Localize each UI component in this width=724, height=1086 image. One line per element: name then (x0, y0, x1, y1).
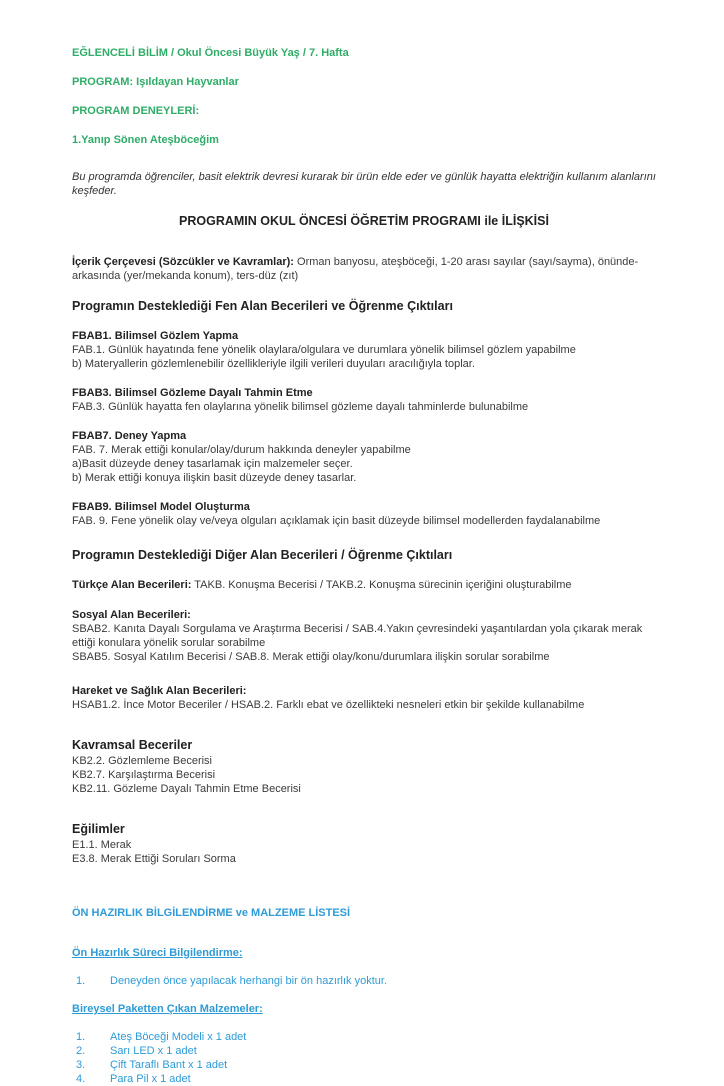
program-week-heading: EĞLENCELİ BİLİM / Okul Öncesi Büyük Yaş / 7. Hafta (72, 47, 349, 59)
hareket-line1: HSAB1.2. İnce Motor Beceriler / HSAB.2. Farklı ebat ve özellikteki nesneleri etkin bir şekilde kullanabilme (72, 699, 585, 711)
turkce-label: Türkçe Alan Becerileri: (72, 579, 192, 591)
malzeme-item-3-text: Çift Taraflı Bant x 1 adet (110, 1059, 228, 1071)
content-frame-paragraph (72, 255, 656, 283)
malzeme-item-2-number: 2. (76, 1045, 86, 1057)
kavramsal-block (72, 738, 656, 796)
hareket-block (72, 684, 656, 712)
kavramsal-item-3: KB2.11. Gözleme Dayalı Tahmin Etme Becerisi (72, 783, 301, 795)
content-frame-text: Orman banyosu, ateşböceği, 1-20 arası sayılar (sayı/sayma), önünde-arkasında (yer/mekanda konum), ters-düz (zıt) (72, 256, 639, 282)
fen-section-fbab3 (72, 386, 656, 414)
sosyal-line2: SBAB5. Sosyal Katılım Becerisi / SAB.8. Merak ettiği olay/konu/durumlara ilişkin sorular sorabilme (72, 651, 550, 663)
malzeme-item-4 (72, 1072, 656, 1086)
surec-heading: Ön Hazırlık Süreci Bilgilendirme: (72, 947, 243, 959)
fbab9-title: FBAB9. Bilimsel Model Oluşturma (72, 501, 250, 513)
surec-item-1-number: 1. (76, 975, 86, 987)
fbab3-line1: FAB.3. Günlük hayatta fen olaylarına yönelik bilimsel gözleme dayalı tahminlerde bulunabilme (72, 401, 529, 413)
malzeme-item-1-number: 1. (76, 1031, 86, 1043)
content-frame-label: İçerik Çerçevesi (Sözcükler ve Kavramlar): (72, 256, 294, 268)
turkce-text: TAKB. Konuşma Becerisi / TAKB.2. Konuşma sürecinin içeriğini oluşturabilme (191, 579, 572, 591)
egilimler-item-2: E3.8. Merak Ettiği Soruları Sorma (72, 853, 236, 865)
malzeme-item-2-text: Sarı LED x 1 adet (110, 1045, 197, 1057)
sosyal-label: Sosyal Alan Becerileri: (72, 609, 191, 621)
experiment-1-title: 1.Yanıp Sönen Ateşböceğim (72, 134, 219, 146)
egilimler-heading: Eğilimler (72, 822, 125, 836)
fbab3-title: FBAB3. Bilimsel Gözleme Dayalı Tahmin Etme (72, 387, 313, 399)
fbab1-title: FBAB1. Bilimsel Gözlem Yapma (72, 330, 239, 342)
surec-item-1 (72, 974, 656, 988)
fen-section-heading: Programın Desteklediği Fen Alan Becerileri ve Öğrenme Çıktıları (72, 299, 453, 313)
program-description: Bu programda öğrenciler, basit elektrik devresi kurarak bir ürün elde eder ve günlük hayatta elektriğin kullanım alanlarını keşfeder. (72, 171, 656, 197)
fen-section-fbab7 (72, 429, 656, 485)
fbab7-title: FBAB7. Deney Yapma (72, 430, 187, 442)
fen-section-fbab9 (72, 500, 656, 528)
hareket-label: Hareket ve Sağlık Alan Becerileri: (72, 685, 247, 697)
surec-item-1-text: Deneyden önce yapılacak herhangi bir ön hazırlık yoktur. (110, 975, 387, 987)
malzeme-item-4-number: 4. (76, 1073, 86, 1085)
malzeme-list (72, 1030, 656, 1086)
fbab1-line2: b) Materyallerin gözlemlenebilir özellikleriyle ilgili verileri duyuları aracılığıyla toplar. (72, 358, 475, 370)
relation-title: PROGRAMIN OKUL ÖNCESİ ÖĞRETİM PROGRAMI ile İLİŞKİSİ (179, 214, 549, 228)
hazirlik-main-heading: ÖN HAZIRLIK BİLGİLENDİRME ve MALZEME LİSTESİ (72, 907, 351, 919)
kavramsal-heading: Kavramsal Beceriler (72, 738, 193, 752)
sosyal-block (72, 608, 656, 664)
malzeme-item-1 (72, 1030, 656, 1044)
fbab9-line1: FAB. 9. Fene yönelik olay ve/veya olguları açıklamak için basit düzeyde bilimsel modellerden faydalanabilme (72, 515, 601, 527)
program-experiments-label: PROGRAM DENEYLERİ: (72, 105, 200, 117)
malzeme-item-1-text: Ateş Böceği Modeli x 1 adet (110, 1031, 247, 1043)
malzeme-item-3 (72, 1058, 656, 1072)
malzeme-item-4-text: Para Pil x 1 adet (110, 1073, 191, 1085)
fbab1-line1: FAB.1. Günlük hayatında fene yönelik olaylara/olgulara ve durumlara yönelik bilimsel gözlem yapabilme (72, 344, 576, 356)
program-name-heading: PROGRAM: Işıldayan Hayvanlar (72, 76, 239, 88)
egilimler-item-1: E1.1. Merak (72, 839, 132, 851)
other-section-heading: Programın Desteklediği Diğer Alan Becerileri / Öğrenme Çıktıları (72, 548, 453, 562)
kavramsal-item-1: KB2.2. Gözlemleme Becerisi (72, 755, 212, 767)
fbab7-line2: a)Basit düzeyde deney tasarlamak için malzemeler seçer. (72, 458, 353, 470)
egilimler-block (72, 822, 656, 866)
malzeme-heading: Bireysel Paketten Çıkan Malzemeler: (72, 1003, 263, 1015)
fbab7-line3: b) Merak ettiği konuya ilişkin basit düzeyde deney tasarlar. (72, 472, 357, 484)
turkce-paragraph (72, 578, 656, 592)
fen-section-fbab1 (72, 329, 656, 371)
fbab7-line1: FAB. 7. Merak ettiği konular/olay/durum hakkında deneyler yapabilme (72, 444, 411, 456)
malzeme-item-2 (72, 1044, 656, 1058)
kavramsal-item-2: KB2.7. Karşılaştırma Becerisi (72, 769, 216, 781)
malzeme-item-3-number: 3. (76, 1059, 86, 1071)
sosyal-line1: SBAB2. Kanıta Dayalı Sorgulama ve Araştırma Becerisi / SAB.4.Yakın çevresindeki yaşantılardan yola çıkarak merak ettiği konulara yönelik sorular sorabilme (72, 623, 643, 649)
